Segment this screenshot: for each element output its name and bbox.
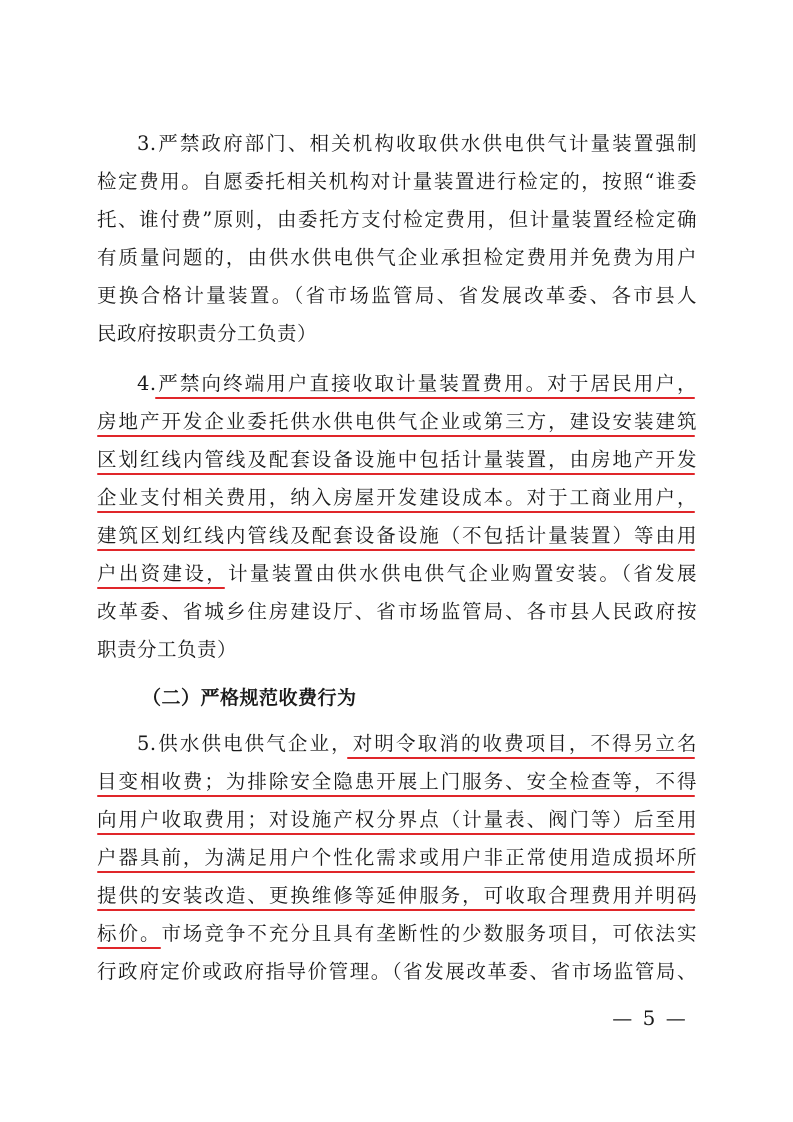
paragraph-3-line-5: 更换合格计量装置。（省市场监管局、省发展改革委、各市县人: [97, 284, 697, 307]
paragraph-4-line-2: 房地产开发企业委托供水供电供气企业或第三方，建设安装建筑: [97, 410, 697, 433]
red-underline: [97, 871, 695, 873]
red-underline: [97, 833, 695, 835]
paragraph-3-line-4: 有质量问题的，由供水供电供气企业承担检定费用并免费为用户: [97, 246, 697, 269]
red-underline: [97, 435, 695, 437]
red-underline: [97, 909, 695, 911]
paragraph-5-line-5: 提供的安装改造、更换维修等延伸服务，可收取合理费用并明码: [97, 884, 697, 907]
paragraph-5-line-2: 目变相收费；为排除安全隐患开展上门服务、安全检查等，不得: [97, 770, 697, 793]
paragraph-4-line-5: 建筑区划红线内管线及配套设备设施（不包括计量装置）等由用: [97, 524, 697, 547]
paragraph-4-line-4: 企业支付相关费用，纳入房屋开发建设成本。对于工商业用户，: [97, 486, 697, 509]
paragraph-5-line-7: 行政府定价或政府指导价管理。（省发展改革委、省市场监管局、: [97, 960, 697, 983]
section-heading: （二）严格规范收费行为: [142, 687, 357, 709]
paragraph-4-line-6: 户出资建设，计量装置由供水供电供气企业购置安装。（省发展: [97, 562, 697, 585]
paragraph-4-line-3: 区划红线内管线及配套设备设施中包括计量装置，由房地产开发: [97, 448, 697, 471]
paragraph-4-line-7: 改革委、省城乡住房建设厅、省市场监管局、各市县人民政府按: [97, 600, 697, 623]
paragraph-5-line-1: 5.供水供电供气企业，对明令取消的收费项目，不得另立名: [137, 732, 697, 755]
red-underline: [97, 473, 695, 475]
red-underline: [97, 549, 695, 551]
page-number: — 5 —: [612, 1006, 688, 1030]
paragraph-3-line-1: 3.严禁政府部门、相关机构收取供水供电供气计量装置强制: [137, 132, 697, 155]
paragraph-3-line-2: 检定费用。自愿委托相关机构对计量装置进行检定的，按照“谁委: [97, 170, 697, 193]
paragraph-3-line-3: 托、谁付费”原则，由委托方支付检定费用，但计量装置经检定确: [97, 208, 697, 231]
paragraph-5-line-3: 向用户收取费用；对设施产权分界点（计量表、阀门等）后至用: [97, 808, 697, 831]
red-underline: [347, 757, 695, 759]
red-underline: [155, 397, 695, 399]
paragraph-5-line-4: 户器具前，为满足用户个性化需求或用户非正常使用造成损坏所: [97, 846, 697, 869]
paragraph-4-line-1: 4.严禁向终端用户直接收取计量装置费用。对于居民用户，: [137, 372, 697, 395]
red-underline: [97, 587, 225, 589]
red-underline: [97, 795, 695, 797]
paragraph-3-line-6: 民政府按职责分工负责）: [97, 322, 318, 345]
paragraph-5-line-6: 标价。市场竞争不充分且具有垄断性的少数服务项目，可依法实: [97, 922, 697, 945]
red-underline: [97, 947, 161, 949]
red-underline: [97, 511, 695, 513]
paragraph-4-line-8: 职责分工负责）: [97, 638, 238, 661]
